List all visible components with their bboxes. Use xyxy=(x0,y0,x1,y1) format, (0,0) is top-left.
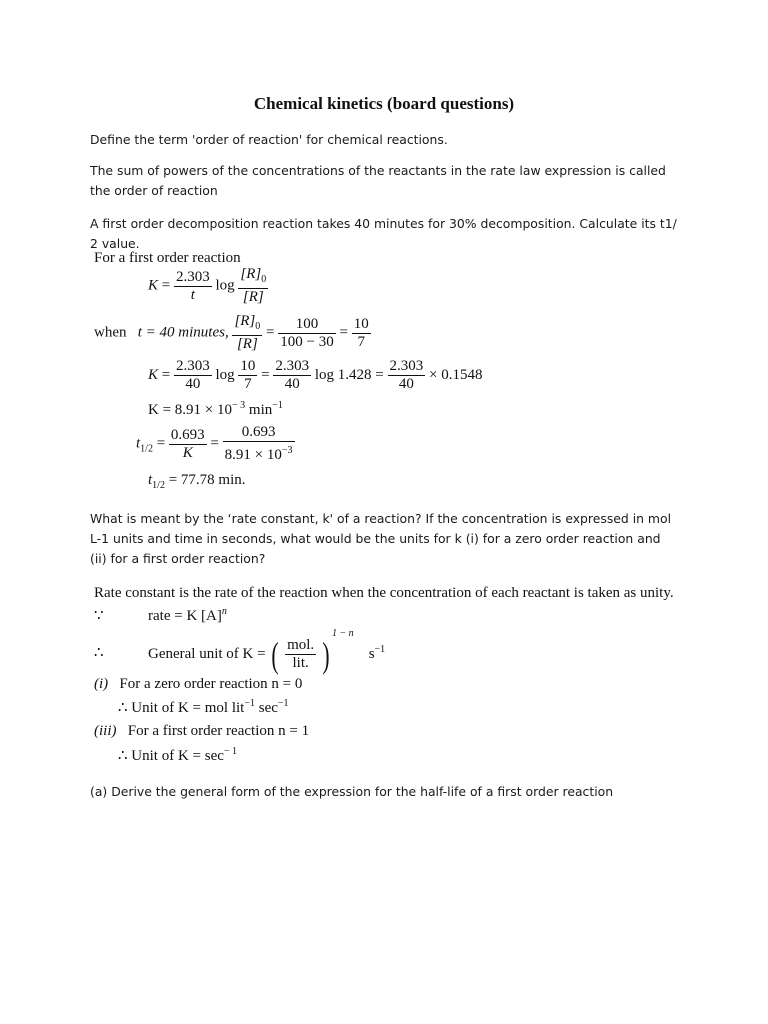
t-symbol: t xyxy=(136,435,141,452)
conc-initial: [R] xyxy=(234,313,256,329)
fraction xyxy=(223,424,295,464)
question-3: What is meant by the ‘rate constant, k' of a reaction? If the concentration is expressed in mol L-1 units and time in seconds, what would be the units for k (i) for a zero order reaction and (ii) for a first order reaction? xyxy=(90,511,672,566)
rate-law xyxy=(148,606,227,625)
first-order-line xyxy=(94,723,309,740)
equals-sign: = xyxy=(339,324,348,341)
equals-sign: = xyxy=(156,435,166,452)
conc-final: [R] xyxy=(236,336,258,352)
question-4: (a) Derive the general form of the expression for the half-life of a first order reaction xyxy=(90,784,614,799)
fraction xyxy=(273,358,311,393)
general-unit-text: General unit of K = xyxy=(148,646,266,662)
zero-order-line xyxy=(94,676,302,693)
denominator: 100 − 30 xyxy=(280,333,334,350)
denominator: 7 xyxy=(244,376,252,392)
exponent: −1 xyxy=(374,644,386,655)
item-label: (i) xyxy=(94,676,109,692)
half-life-formula xyxy=(136,424,295,464)
zero-order-unit xyxy=(118,698,289,717)
k-result xyxy=(148,400,283,419)
left-paren: ( xyxy=(271,634,279,675)
equals-sign: = xyxy=(161,277,171,294)
numerator: 2.303 xyxy=(175,358,210,374)
when-line xyxy=(94,313,371,353)
k-symbol: K xyxy=(148,366,159,383)
question-1: Define the term 'order of reaction' for chemical reactions. xyxy=(90,132,448,147)
exponent: −1 xyxy=(277,698,289,709)
exponent: 1 − n xyxy=(331,628,354,639)
when-text: when xyxy=(94,324,127,341)
unit-text: ∴ Unit of K = sec xyxy=(118,748,224,764)
because-symbol: ∵ xyxy=(94,608,104,624)
fraction xyxy=(285,637,316,672)
time-condition: t = 40 minutes, xyxy=(137,324,229,341)
denominator: t xyxy=(190,286,195,303)
page-title: Chemical kinetics (board questions) xyxy=(253,94,515,113)
fraction xyxy=(169,427,207,462)
numerator: 2.303 xyxy=(175,268,210,285)
fraction xyxy=(174,358,212,393)
exponent: n xyxy=(221,606,227,617)
fraction xyxy=(238,266,268,306)
k-unit: min xyxy=(248,402,273,418)
denominator: 7 xyxy=(357,333,365,350)
exponent: −1 xyxy=(244,698,255,709)
denominator: 40 xyxy=(284,376,300,392)
result-value: = 77.78 min. xyxy=(168,472,246,488)
exponent: −3 xyxy=(281,445,293,456)
rate-expression: rate = K [A] xyxy=(148,608,222,624)
zero-order-text: For a zero order reaction n = 0 xyxy=(119,676,303,692)
numerator: 0.693 xyxy=(223,424,295,442)
numerator: 0.693 xyxy=(170,426,205,443)
subscript: 1/2 xyxy=(140,443,153,455)
subscript: 0 xyxy=(255,321,261,332)
unit-text: ∴ Unit of K = mol lit xyxy=(118,700,245,716)
denominator: K xyxy=(182,444,193,461)
numerator: 100 xyxy=(278,316,335,334)
answer-1: The sum of powers of the concentrations of the reactants in the rate law expression is called the order of reaction xyxy=(90,163,666,198)
exponent: − 1 xyxy=(223,746,238,757)
rate-constant-definition: Rate constant is the rate of the reaction when the concentration of each reactant is taken as unity. xyxy=(94,585,674,601)
multiplier: × 0.1548 xyxy=(429,366,483,383)
conc-final: [R] xyxy=(242,289,264,305)
fraction xyxy=(352,316,371,351)
numerator: mol. xyxy=(287,637,315,654)
k-value: K = 8.91 × 10 xyxy=(148,402,233,418)
exponent: −1 xyxy=(272,400,283,411)
solution-heading: For a first order reaction xyxy=(94,250,241,266)
numerator: 10 xyxy=(240,358,256,374)
half-life-result xyxy=(148,472,246,491)
subscript: 0 xyxy=(261,274,267,285)
exponent: − 3 xyxy=(232,400,246,411)
fraction xyxy=(232,313,262,353)
rate-constant-formula xyxy=(148,266,268,306)
fraction xyxy=(388,358,426,393)
fraction xyxy=(278,316,335,351)
numerator: 2.303 xyxy=(389,358,424,374)
fraction xyxy=(174,269,212,304)
denominator: 40 xyxy=(185,376,201,392)
denominator: 8.91 × 10 xyxy=(224,447,282,463)
conc-initial: [R] xyxy=(240,266,262,282)
numerator: 2.303 xyxy=(275,358,310,374)
therefore-symbol: ∴ xyxy=(94,645,104,661)
question-2: A first order decomposition reaction takes 40 minutes for 30% decomposition. Calculate its t1/ 2 value. xyxy=(90,216,677,251)
equals-sign: = xyxy=(261,366,270,383)
subscript: 1/2 xyxy=(152,480,165,491)
equals-sign: = xyxy=(210,435,219,452)
right-paren: ) xyxy=(322,634,330,675)
log-text: log xyxy=(215,366,235,383)
first-order-text: For a first order reaction n = 1 xyxy=(127,723,310,739)
t-symbol: t xyxy=(148,472,153,488)
k-symbol: K xyxy=(148,277,159,294)
general-unit-formula xyxy=(148,628,385,673)
fraction xyxy=(238,358,257,393)
first-order-unit xyxy=(118,746,237,765)
log-value: log 1.428 = xyxy=(314,366,384,383)
log-text: log xyxy=(215,277,235,294)
equals-sign: = xyxy=(266,324,275,341)
numerator: 10 xyxy=(353,315,369,332)
k-calculation xyxy=(148,358,482,393)
denominator: 40 xyxy=(398,376,414,392)
s-unit: s xyxy=(368,646,375,662)
equals-sign: = xyxy=(161,366,171,383)
item-label: (iii) xyxy=(94,723,117,739)
sec-text: sec xyxy=(258,700,278,716)
denominator: lit. xyxy=(292,655,309,672)
